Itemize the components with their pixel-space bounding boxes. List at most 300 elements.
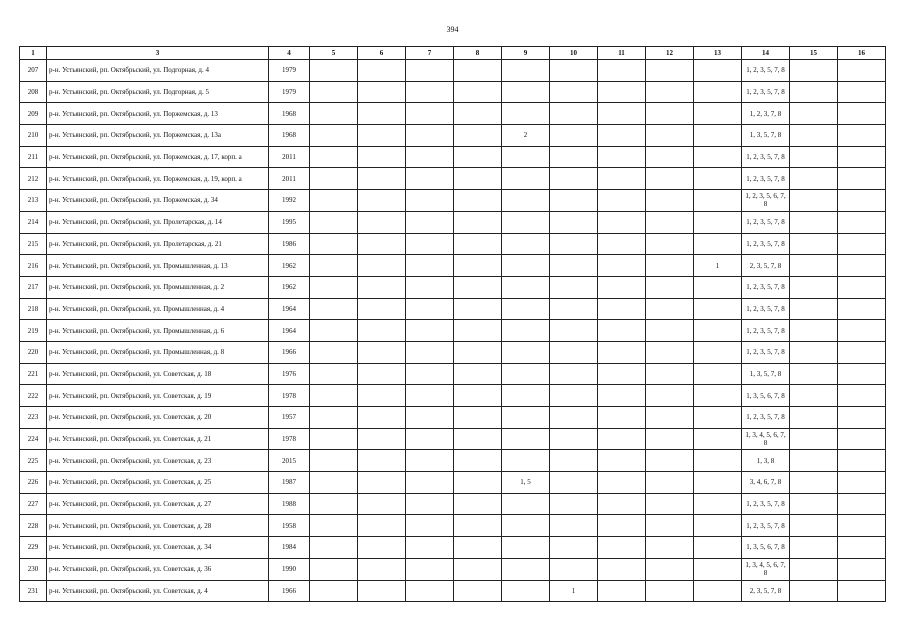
col-7-cell xyxy=(406,125,454,147)
address-cell: р-н. Устьянский, рп. Октябрьский, ул. Советская, д. 4 xyxy=(47,580,269,602)
col-5-cell xyxy=(310,276,358,298)
col-13-cell xyxy=(694,341,742,363)
col-6-cell xyxy=(358,363,406,385)
col-9-cell xyxy=(502,363,550,385)
col-12-cell xyxy=(646,320,694,342)
col-11-cell xyxy=(598,515,646,537)
col-6-cell xyxy=(358,428,406,450)
col-9-cell xyxy=(502,580,550,602)
col-7-cell xyxy=(406,211,454,233)
address-cell: р-н. Устьянский, рп. Октябрьский, ул. Поржемская, д. 34 xyxy=(47,190,269,212)
col-7-cell xyxy=(406,233,454,255)
row-number-cell: 208 xyxy=(20,81,47,103)
col-9-cell xyxy=(502,407,550,429)
col-9-cell: 1, 5 xyxy=(502,472,550,494)
year-cell: 1968 xyxy=(269,125,310,147)
address-cell: р-н. Устьянский, рп. Октябрьский, ул. Промышленная, д. 8 xyxy=(47,341,269,363)
col-11-cell xyxy=(598,190,646,212)
col-8-cell xyxy=(454,211,502,233)
address-cell: р-н. Устьянский, рп. Октябрьский, ул. Поржемская, д. 13а xyxy=(47,125,269,147)
col-7-cell xyxy=(406,363,454,385)
col-5-cell xyxy=(310,558,358,580)
col-14-cell: 1, 3, 5, 7, 8 xyxy=(742,363,790,385)
col-10-cell xyxy=(550,298,598,320)
buildings-table xyxy=(19,46,886,602)
address-cell: р-н. Устьянский, рп. Октябрьский, ул. Поржемская, д. 17, корп. а xyxy=(47,146,269,168)
year-cell: 1964 xyxy=(269,320,310,342)
col-6-cell xyxy=(358,341,406,363)
col-11-cell xyxy=(598,276,646,298)
col-16-cell xyxy=(838,580,886,602)
row-number-cell: 218 xyxy=(20,298,47,320)
col-15-cell xyxy=(790,493,838,515)
col-10-cell: 1 xyxy=(550,580,598,602)
col-6-cell xyxy=(358,211,406,233)
col-5-cell xyxy=(310,428,358,450)
col-5-cell xyxy=(310,320,358,342)
col-12-cell xyxy=(646,190,694,212)
col-12-cell xyxy=(646,515,694,537)
col-8-cell xyxy=(454,233,502,255)
year-cell: 1979 xyxy=(269,60,310,82)
col-11-cell xyxy=(598,580,646,602)
col-11-cell xyxy=(598,81,646,103)
col-12-cell xyxy=(646,298,694,320)
col-6-cell xyxy=(358,168,406,190)
col-12-cell xyxy=(646,341,694,363)
col-12-cell xyxy=(646,385,694,407)
col-13-cell xyxy=(694,168,742,190)
col-12-cell xyxy=(646,233,694,255)
col-8-cell xyxy=(454,81,502,103)
year-cell: 1966 xyxy=(269,580,310,602)
col-6-cell xyxy=(358,190,406,212)
table-row xyxy=(20,125,886,147)
col-13-cell xyxy=(694,298,742,320)
address-cell: р-н. Устьянский, рп. Октябрьский, ул. Советская, д. 18 xyxy=(47,363,269,385)
col-11-cell xyxy=(598,168,646,190)
col-10-cell xyxy=(550,341,598,363)
col-6-cell xyxy=(358,125,406,147)
col-5-cell xyxy=(310,363,358,385)
address-cell: р-н. Устьянский, рп. Октябрьский, ул. Промышленная, д. 4 xyxy=(47,298,269,320)
col-8-cell xyxy=(454,255,502,277)
col-12-cell xyxy=(646,255,694,277)
col-14-cell: 1, 2, 3, 5, 7, 8 xyxy=(742,81,790,103)
row-number-cell: 211 xyxy=(20,146,47,168)
col-12-cell xyxy=(646,103,694,125)
col-15-cell xyxy=(790,341,838,363)
col-14-cell: 1, 2, 3, 5, 7, 8 xyxy=(742,233,790,255)
col-16-cell xyxy=(838,103,886,125)
year-cell: 1978 xyxy=(269,428,310,450)
col-16-cell xyxy=(838,407,886,429)
col-15-cell xyxy=(790,255,838,277)
col-10-cell xyxy=(550,537,598,559)
col-12-cell xyxy=(646,276,694,298)
col-5-cell xyxy=(310,472,358,494)
col-12-cell xyxy=(646,60,694,82)
col-10-cell xyxy=(550,558,598,580)
col-15-cell xyxy=(790,363,838,385)
address-cell: р-н. Устьянский, рп. Октябрьский, ул. Промышленная, д. 13 xyxy=(47,255,269,277)
col-10-cell xyxy=(550,103,598,125)
year-cell: 1988 xyxy=(269,493,310,515)
col-13-cell xyxy=(694,450,742,472)
col-13-cell xyxy=(694,81,742,103)
col-8-cell xyxy=(454,341,502,363)
address-cell: р-н. Устьянский, рп. Октябрьский, ул. Поржемская, д. 19, корп. а xyxy=(47,168,269,190)
column-header: 5 xyxy=(310,47,358,60)
col-16-cell xyxy=(838,60,886,82)
year-cell: 1968 xyxy=(269,103,310,125)
col-13-cell xyxy=(694,428,742,450)
col-9-cell xyxy=(502,211,550,233)
row-number-cell: 227 xyxy=(20,493,47,515)
col-6-cell xyxy=(358,81,406,103)
col-8-cell xyxy=(454,493,502,515)
col-13-cell: 1 xyxy=(694,255,742,277)
row-number-cell: 230 xyxy=(20,558,47,580)
col-7-cell xyxy=(406,472,454,494)
address-cell: р-н. Устьянский, рп. Октябрьский, ул. Советская, д. 23 xyxy=(47,450,269,472)
row-number-cell: 212 xyxy=(20,168,47,190)
year-cell: 1979 xyxy=(269,81,310,103)
col-11-cell xyxy=(598,255,646,277)
col-9-cell: 2 xyxy=(502,125,550,147)
row-number-cell: 217 xyxy=(20,276,47,298)
address-cell: р-н. Устьянский, рп. Октябрьский, ул. Пролетарская, д. 21 xyxy=(47,233,269,255)
col-13-cell xyxy=(694,103,742,125)
col-15-cell xyxy=(790,298,838,320)
col-10-cell xyxy=(550,472,598,494)
address-cell: р-н. Устьянский, рп. Октябрьский, ул. Советская, д. 20 xyxy=(47,407,269,429)
table-row xyxy=(20,341,886,363)
col-14-cell: 1, 2, 3, 5, 7, 8 xyxy=(742,276,790,298)
col-11-cell xyxy=(598,60,646,82)
col-12-cell xyxy=(646,407,694,429)
address-cell: р-н. Устьянский, рп. Октябрьский, ул. Советская, д. 28 xyxy=(47,515,269,537)
col-11-cell xyxy=(598,537,646,559)
col-9-cell xyxy=(502,81,550,103)
year-cell: 1995 xyxy=(269,211,310,233)
year-cell: 2011 xyxy=(269,168,310,190)
col-16-cell xyxy=(838,320,886,342)
col-16-cell xyxy=(838,190,886,212)
col-14-cell: 1, 3, 5, 6, 7, 8 xyxy=(742,537,790,559)
col-16-cell xyxy=(838,125,886,147)
col-15-cell xyxy=(790,211,838,233)
column-header: 9 xyxy=(502,47,550,60)
col-7-cell xyxy=(406,450,454,472)
col-14-cell: 2, 3, 5, 7, 8 xyxy=(742,580,790,602)
col-15-cell xyxy=(790,385,838,407)
col-8-cell xyxy=(454,320,502,342)
col-6-cell xyxy=(358,515,406,537)
year-cell: 1962 xyxy=(269,276,310,298)
col-11-cell xyxy=(598,385,646,407)
col-6-cell xyxy=(358,255,406,277)
col-15-cell xyxy=(790,233,838,255)
col-6-cell xyxy=(358,472,406,494)
row-number-cell: 214 xyxy=(20,211,47,233)
col-10-cell xyxy=(550,168,598,190)
row-number-cell: 225 xyxy=(20,450,47,472)
col-15-cell xyxy=(790,190,838,212)
year-cell: 2015 xyxy=(269,450,310,472)
col-10-cell xyxy=(550,407,598,429)
col-13-cell xyxy=(694,146,742,168)
col-11-cell xyxy=(598,320,646,342)
col-10-cell xyxy=(550,81,598,103)
col-12-cell xyxy=(646,580,694,602)
col-5-cell xyxy=(310,493,358,515)
col-16-cell xyxy=(838,450,886,472)
col-5-cell xyxy=(310,146,358,168)
col-13-cell xyxy=(694,385,742,407)
col-10-cell xyxy=(550,493,598,515)
col-12-cell xyxy=(646,146,694,168)
col-8-cell xyxy=(454,146,502,168)
col-5-cell xyxy=(310,385,358,407)
year-cell: 2011 xyxy=(269,146,310,168)
table-row xyxy=(20,298,886,320)
column-header: 3 xyxy=(47,47,269,60)
col-10-cell xyxy=(550,211,598,233)
col-16-cell xyxy=(838,341,886,363)
col-16-cell xyxy=(838,168,886,190)
col-11-cell xyxy=(598,125,646,147)
address-cell: р-н. Устьянский, рп. Октябрьский, ул. Советская, д. 19 xyxy=(47,385,269,407)
col-14-cell: 1, 2, 3, 5, 7, 8 xyxy=(742,407,790,429)
col-14-cell: 3, 4, 6, 7, 8 xyxy=(742,472,790,494)
col-8-cell xyxy=(454,60,502,82)
col-16-cell xyxy=(838,276,886,298)
col-9-cell xyxy=(502,493,550,515)
col-16-cell xyxy=(838,385,886,407)
col-7-cell xyxy=(406,168,454,190)
col-7-cell xyxy=(406,298,454,320)
col-6-cell xyxy=(358,385,406,407)
year-cell: 1966 xyxy=(269,341,310,363)
row-number-cell: 221 xyxy=(20,363,47,385)
col-5-cell xyxy=(310,450,358,472)
address-cell: р-н. Устьянский, рп. Октябрьский, ул. Промышленная, д. 2 xyxy=(47,276,269,298)
col-12-cell xyxy=(646,363,694,385)
address-cell: р-н. Устьянский, рп. Октябрьский, ул. Поржемская, д. 13 xyxy=(47,103,269,125)
col-14-cell: 1, 3, 4, 5, 6, 7, 8 xyxy=(742,558,790,580)
col-9-cell xyxy=(502,515,550,537)
col-6-cell xyxy=(358,60,406,82)
address-cell: р-н. Устьянский, рп. Октябрьский, ул. Советская, д. 36 xyxy=(47,558,269,580)
col-14-cell: 1, 2, 3, 5, 6, 7, 8 xyxy=(742,190,790,212)
year-cell: 1976 xyxy=(269,363,310,385)
col-5-cell xyxy=(310,537,358,559)
col-7-cell xyxy=(406,103,454,125)
col-6-cell xyxy=(358,298,406,320)
col-15-cell xyxy=(790,125,838,147)
col-11-cell xyxy=(598,450,646,472)
col-15-cell xyxy=(790,450,838,472)
col-15-cell xyxy=(790,558,838,580)
col-7-cell xyxy=(406,81,454,103)
col-9-cell xyxy=(502,537,550,559)
col-8-cell xyxy=(454,103,502,125)
col-15-cell xyxy=(790,537,838,559)
col-12-cell xyxy=(646,211,694,233)
col-8-cell xyxy=(454,298,502,320)
col-7-cell xyxy=(406,320,454,342)
table-row xyxy=(20,168,886,190)
col-6-cell xyxy=(358,537,406,559)
table-row xyxy=(20,81,886,103)
col-13-cell xyxy=(694,580,742,602)
col-13-cell xyxy=(694,125,742,147)
col-12-cell xyxy=(646,472,694,494)
col-5-cell xyxy=(310,60,358,82)
column-header: 11 xyxy=(598,47,646,60)
col-6-cell xyxy=(358,580,406,602)
col-9-cell xyxy=(502,558,550,580)
col-5-cell xyxy=(310,298,358,320)
col-15-cell xyxy=(790,407,838,429)
col-15-cell xyxy=(790,81,838,103)
col-14-cell: 1, 3, 5, 6, 7, 8 xyxy=(742,385,790,407)
col-10-cell xyxy=(550,428,598,450)
row-number-cell: 220 xyxy=(20,341,47,363)
col-10-cell xyxy=(550,233,598,255)
col-12-cell xyxy=(646,81,694,103)
row-number-cell: 231 xyxy=(20,580,47,602)
col-12-cell xyxy=(646,493,694,515)
col-10-cell xyxy=(550,515,598,537)
table-row xyxy=(20,146,886,168)
col-9-cell xyxy=(502,146,550,168)
col-8-cell xyxy=(454,558,502,580)
col-13-cell xyxy=(694,190,742,212)
address-cell: р-н. Устьянский, рп. Октябрьский, ул. Советская, д. 27 xyxy=(47,493,269,515)
year-cell: 1984 xyxy=(269,537,310,559)
col-14-cell: 1, 3, 8 xyxy=(742,450,790,472)
col-8-cell xyxy=(454,363,502,385)
col-6-cell xyxy=(358,276,406,298)
col-7-cell xyxy=(406,385,454,407)
year-cell: 1986 xyxy=(269,233,310,255)
address-cell: р-н. Устьянский, рп. Октябрьский, ул. Подгорная, д. 4 xyxy=(47,60,269,82)
col-11-cell xyxy=(598,558,646,580)
address-cell: р-н. Устьянский, рп. Октябрьский, ул. Подгорная, д. 5 xyxy=(47,81,269,103)
col-7-cell xyxy=(406,407,454,429)
col-6-cell xyxy=(358,320,406,342)
col-10-cell xyxy=(550,255,598,277)
column-header: 7 xyxy=(406,47,454,60)
col-10-cell xyxy=(550,385,598,407)
col-7-cell xyxy=(406,276,454,298)
table-row xyxy=(20,255,886,277)
col-16-cell xyxy=(838,537,886,559)
col-8-cell xyxy=(454,168,502,190)
table-row xyxy=(20,320,886,342)
col-16-cell xyxy=(838,558,886,580)
col-12-cell xyxy=(646,450,694,472)
col-15-cell xyxy=(790,168,838,190)
table-row xyxy=(20,233,886,255)
col-12-cell xyxy=(646,537,694,559)
col-13-cell xyxy=(694,211,742,233)
year-cell: 1962 xyxy=(269,255,310,277)
col-9-cell xyxy=(502,385,550,407)
col-15-cell xyxy=(790,103,838,125)
table-row xyxy=(20,276,886,298)
col-16-cell xyxy=(838,146,886,168)
col-6-cell xyxy=(358,558,406,580)
col-8-cell xyxy=(454,428,502,450)
col-11-cell xyxy=(598,146,646,168)
table-row xyxy=(20,472,886,494)
row-number-cell: 209 xyxy=(20,103,47,125)
col-10-cell xyxy=(550,146,598,168)
col-8-cell xyxy=(454,190,502,212)
col-15-cell xyxy=(790,146,838,168)
col-11-cell xyxy=(598,428,646,450)
col-13-cell xyxy=(694,407,742,429)
table-row xyxy=(20,363,886,385)
col-16-cell xyxy=(838,211,886,233)
col-13-cell xyxy=(694,320,742,342)
column-header: 8 xyxy=(454,47,502,60)
col-7-cell xyxy=(406,515,454,537)
year-cell: 1958 xyxy=(269,515,310,537)
col-6-cell xyxy=(358,146,406,168)
table-row xyxy=(20,211,886,233)
column-header: 14 xyxy=(742,47,790,60)
table-row xyxy=(20,428,886,450)
col-10-cell xyxy=(550,276,598,298)
col-11-cell xyxy=(598,103,646,125)
col-5-cell xyxy=(310,580,358,602)
col-15-cell xyxy=(790,60,838,82)
col-6-cell xyxy=(358,407,406,429)
col-9-cell xyxy=(502,428,550,450)
page-number: 394 xyxy=(446,25,459,34)
col-6-cell xyxy=(358,493,406,515)
row-number-cell: 216 xyxy=(20,255,47,277)
table-row xyxy=(20,558,886,580)
col-16-cell xyxy=(838,428,886,450)
col-14-cell: 1, 2, 3, 5, 7, 8 xyxy=(742,146,790,168)
col-11-cell xyxy=(598,341,646,363)
col-5-cell xyxy=(310,81,358,103)
col-8-cell xyxy=(454,472,502,494)
col-8-cell xyxy=(454,450,502,472)
row-number-cell: 213 xyxy=(20,190,47,212)
header-row xyxy=(20,47,886,60)
column-header: 10 xyxy=(550,47,598,60)
col-13-cell xyxy=(694,537,742,559)
year-cell: 1992 xyxy=(269,190,310,212)
table-row xyxy=(20,407,886,429)
col-10-cell xyxy=(550,320,598,342)
col-11-cell xyxy=(598,363,646,385)
col-6-cell xyxy=(358,450,406,472)
col-5-cell xyxy=(310,103,358,125)
column-header: 12 xyxy=(646,47,694,60)
col-9-cell xyxy=(502,168,550,190)
col-16-cell xyxy=(838,233,886,255)
col-15-cell xyxy=(790,515,838,537)
col-9-cell xyxy=(502,298,550,320)
col-14-cell: 1, 3, 4, 5, 6, 7, 8 xyxy=(742,428,790,450)
